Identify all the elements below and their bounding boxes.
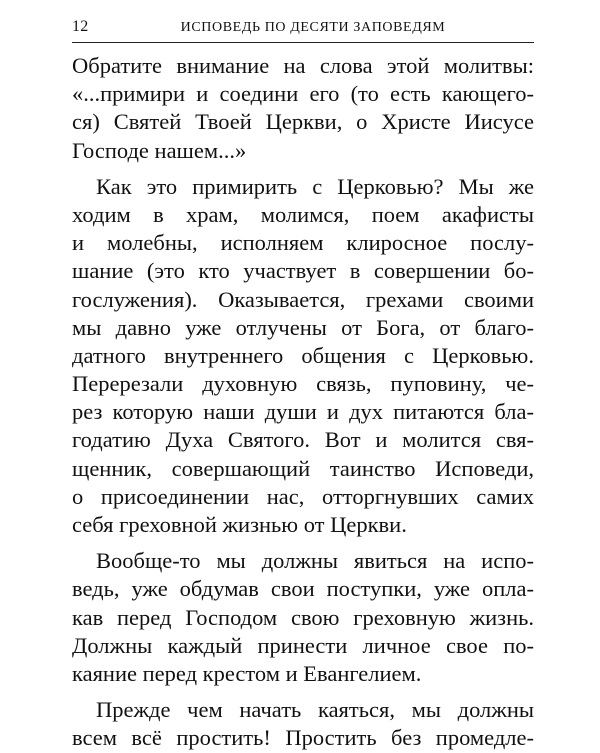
text-line: всем всё простить! Простить без промедле- [72,725,534,751]
text-line: и молебны, исполняем клиросное послу- [72,230,534,256]
text-line: Вообще-то мы должны явиться на испо- [96,548,534,574]
text-line: себя греховной жизнью от Церкви. [72,512,407,537]
text-line: годатию Духа Святого. Вот и молится свя- [72,427,534,453]
text-line: рез которую наши души и дух питаются бла- [72,399,534,425]
text-line: кав перед Господом свою греховную жизнь. [72,604,534,630]
text-line: Обратите внимание на слова этой молитвы: [72,53,534,78]
paragraph-3 [72,547,534,688]
paragraph-4 [72,696,534,752]
running-header [72,18,534,43]
text-line: шание (это кто участвует в совершении бо- [72,258,534,284]
text-line: щенник, совершающий таинство Исповеди, [72,455,534,481]
text-line: Перерезали духовную связь, пуповину, че- [72,371,534,397]
text-line: мы давно уже отлучены от Бога, от благо- [72,314,534,340]
paragraph-2 [72,173,534,539]
text-line: ся) Святей Твоей Церкви, о Христе Иисусе [72,109,534,135]
text-line: Господе нашем...» [72,137,247,163]
text-line: Должны каждый принести личное свое по- [72,632,534,658]
text-line: Прежде чем начать каяться, мы должны [96,697,534,723]
text-line: гослужения). Оказывается, грехами своими [72,286,534,312]
text-line: Как это примирить с Церковью? Мы же [96,173,534,199]
text-line: датного внутреннего общения с Церковью. [72,342,534,368]
paragraph-1 [72,52,534,165]
text-line: ходим в храм, молимся, поем акафисты [72,201,534,227]
body-text [72,52,534,753]
page-number: 12 [72,18,89,35]
text-line: «...примири и соедини его (то есть кающего- [72,81,534,107]
text-line: ведь, уже обдумав свои поступки, уже опла- [72,576,534,602]
text-line: о присоединении нас, отторгнувших самих [72,483,534,509]
text-line: каяние перед крестом и Евангелием. [72,660,422,686]
book-page [72,18,534,753]
running-title: ИСПОВЕДЬ ПО ДЕСЯТИ ЗАПОВЕДЯМ [180,20,446,35]
